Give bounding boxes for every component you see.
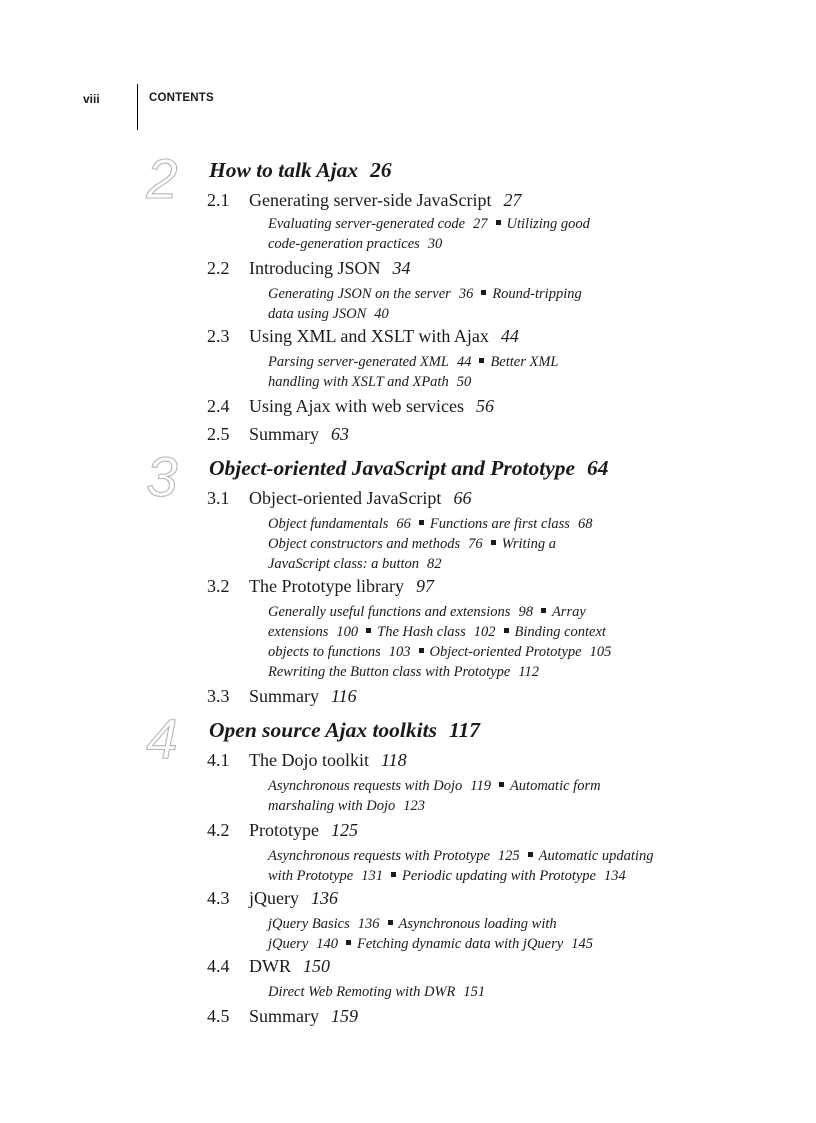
subsection-list [268, 776, 688, 816]
chapter-number-graphic [140, 710, 184, 766]
bullet-icon [388, 920, 393, 925]
section-number: 3.3 [207, 686, 230, 706]
subsection-line: handling with XSLT and XPath 50 [268, 374, 472, 390]
subsection-line: Evaluating server-generated code 27 Utilizing good [268, 216, 590, 232]
subsection-line: data using JSON 40 [268, 306, 389, 322]
section-entry[interactable] [207, 424, 349, 445]
chapter-page: 117 [448, 718, 481, 742]
bullet-icon [479, 358, 484, 363]
section-page: 66 [453, 488, 472, 508]
subsection-line: Object constructors and methods 76 Writing a [268, 536, 556, 552]
subsection-list [268, 284, 688, 324]
bullet-icon [499, 782, 504, 787]
subsection-line: jQuery Basics 136 Asynchronous loading with [268, 916, 557, 932]
subsection-line: Rewriting the Button class with Prototype 112 [268, 664, 540, 680]
section-entry[interactable] [207, 258, 411, 279]
section-number: 2.2 [207, 258, 230, 278]
subsection-line: Asynchronous requests with Prototype 125 Automatic updating [268, 848, 654, 864]
page-header [0, 0, 816, 140]
section-number: 4.5 [207, 1006, 230, 1026]
subsection-line: with Prototype 131 Periodic updating with Prototype 134 [268, 868, 626, 884]
section-number: 3.1 [207, 488, 230, 508]
header-divider [137, 84, 138, 130]
section-number: 2.3 [207, 326, 230, 346]
section-number: 3.2 [207, 576, 230, 596]
section-page: 97 [415, 576, 434, 596]
section-entry[interactable] [207, 888, 338, 909]
section-number: 4.4 [207, 956, 230, 976]
chapter-page: 64 [587, 456, 609, 480]
chapter-number: 4 [146, 710, 178, 766]
section-page: 34 [392, 258, 411, 278]
section-entry[interactable] [207, 956, 330, 977]
section-entry[interactable] [207, 1006, 358, 1027]
subsection-line: objects to functions 103 Object-oriented Prototype 105 [268, 644, 612, 660]
section-title: The Prototype library [249, 576, 404, 596]
bullet-icon [391, 872, 396, 877]
section-title: Summary [249, 686, 319, 706]
subsection-list [268, 846, 688, 886]
section-page: 27 [503, 190, 522, 210]
chapter-number-graphic [140, 150, 184, 206]
bullet-icon [491, 540, 496, 545]
bullet-icon [528, 852, 533, 857]
bullet-icon [366, 628, 371, 633]
subsection-line: Asynchronous requests with Dojo 119 Automatic form [268, 778, 601, 794]
subsection-line: code-generation practices 30 [268, 236, 443, 252]
running-head: CONTENTS [149, 92, 214, 104]
section-title: Generating server-side JavaScript [249, 190, 492, 210]
section-page: 63 [331, 424, 349, 444]
bullet-icon [496, 220, 501, 225]
subsection-line: extensions 100 The Hash class 102 Binding context [268, 624, 606, 640]
subsection-line: JavaScript class: a button 82 [268, 556, 442, 572]
subsection-list [268, 602, 688, 682]
section-title: The Dojo toolkit [249, 750, 369, 770]
subsection-line: Object fundamentals 66 Functions are first class 68 [268, 516, 593, 532]
section-number: 4.2 [207, 820, 230, 840]
chapter-title[interactable] [209, 158, 392, 183]
subsection-line: Direct Web Remoting with DWR 151 [268, 984, 486, 1000]
subsection-line: jQuery 140 Fetching dynamic data with jQuery 145 [268, 936, 593, 952]
chapter-title[interactable] [209, 718, 480, 743]
section-title: Summary [249, 1006, 319, 1026]
section-number: 2.4 [207, 396, 230, 416]
section-number: 4.1 [207, 750, 230, 770]
chapter-number: 2 [146, 150, 178, 206]
chapter-title-text: Object-oriented JavaScript and Prototype [209, 456, 576, 480]
section-entry[interactable] [207, 488, 471, 509]
bullet-icon [419, 648, 424, 653]
section-number: 2.5 [207, 424, 230, 444]
section-entry[interactable] [207, 686, 357, 707]
section-title: Object-oriented JavaScript [249, 488, 442, 508]
section-number: 2.1 [207, 190, 230, 210]
section-title: jQuery [249, 888, 299, 908]
section-page: 56 [475, 396, 494, 416]
subsection-line: Generally useful functions and extensions 98 Array [268, 604, 586, 620]
section-number: 4.3 [207, 888, 230, 908]
section-title: Using XML and XSLT with Ajax [249, 326, 489, 346]
subsection-line: Generating JSON on the server 36 Round-tripping [268, 286, 582, 302]
chapter-number-graphic [140, 448, 184, 504]
bullet-icon [346, 940, 351, 945]
section-page: 150 [303, 956, 330, 976]
chapter-title[interactable] [209, 456, 609, 481]
bullet-icon [419, 520, 424, 525]
section-page: 116 [331, 686, 357, 706]
subsection-line: marshaling with Dojo 123 [268, 798, 426, 814]
bullet-icon [481, 290, 486, 295]
subsection-list [268, 214, 688, 254]
subsection-list [268, 514, 688, 574]
bullet-icon [541, 608, 546, 613]
chapter-number: 3 [146, 448, 178, 504]
chapter-title-text: Open source Ajax toolkits [209, 718, 437, 742]
chapter-title-text: How to talk Ajax [209, 158, 359, 182]
subsection-list [268, 914, 688, 954]
subsection-list [268, 352, 688, 392]
section-entry[interactable] [207, 820, 358, 841]
bullet-icon [504, 628, 509, 633]
subsection-line: Parsing server-generated XML 44 Better XML [268, 354, 559, 370]
section-title: Prototype [249, 820, 319, 840]
section-page: 125 [331, 820, 358, 840]
section-entry[interactable] [207, 190, 522, 211]
section-title: Using Ajax with web services [249, 396, 464, 416]
section-page: 159 [331, 1006, 358, 1026]
section-page: 44 [500, 326, 519, 346]
section-page: 118 [381, 750, 407, 770]
section-entry[interactable] [207, 576, 434, 597]
section-title: Summary [249, 424, 319, 444]
section-entry[interactable] [207, 326, 519, 347]
subsection-list [268, 982, 688, 1002]
chapter-page: 26 [370, 158, 392, 182]
section-entry[interactable] [207, 396, 494, 417]
section-entry[interactable] [207, 750, 407, 771]
section-title: DWR [249, 956, 291, 976]
section-page: 136 [310, 888, 338, 908]
page-folio: viii [83, 92, 100, 106]
section-title: Introducing JSON [249, 258, 381, 278]
